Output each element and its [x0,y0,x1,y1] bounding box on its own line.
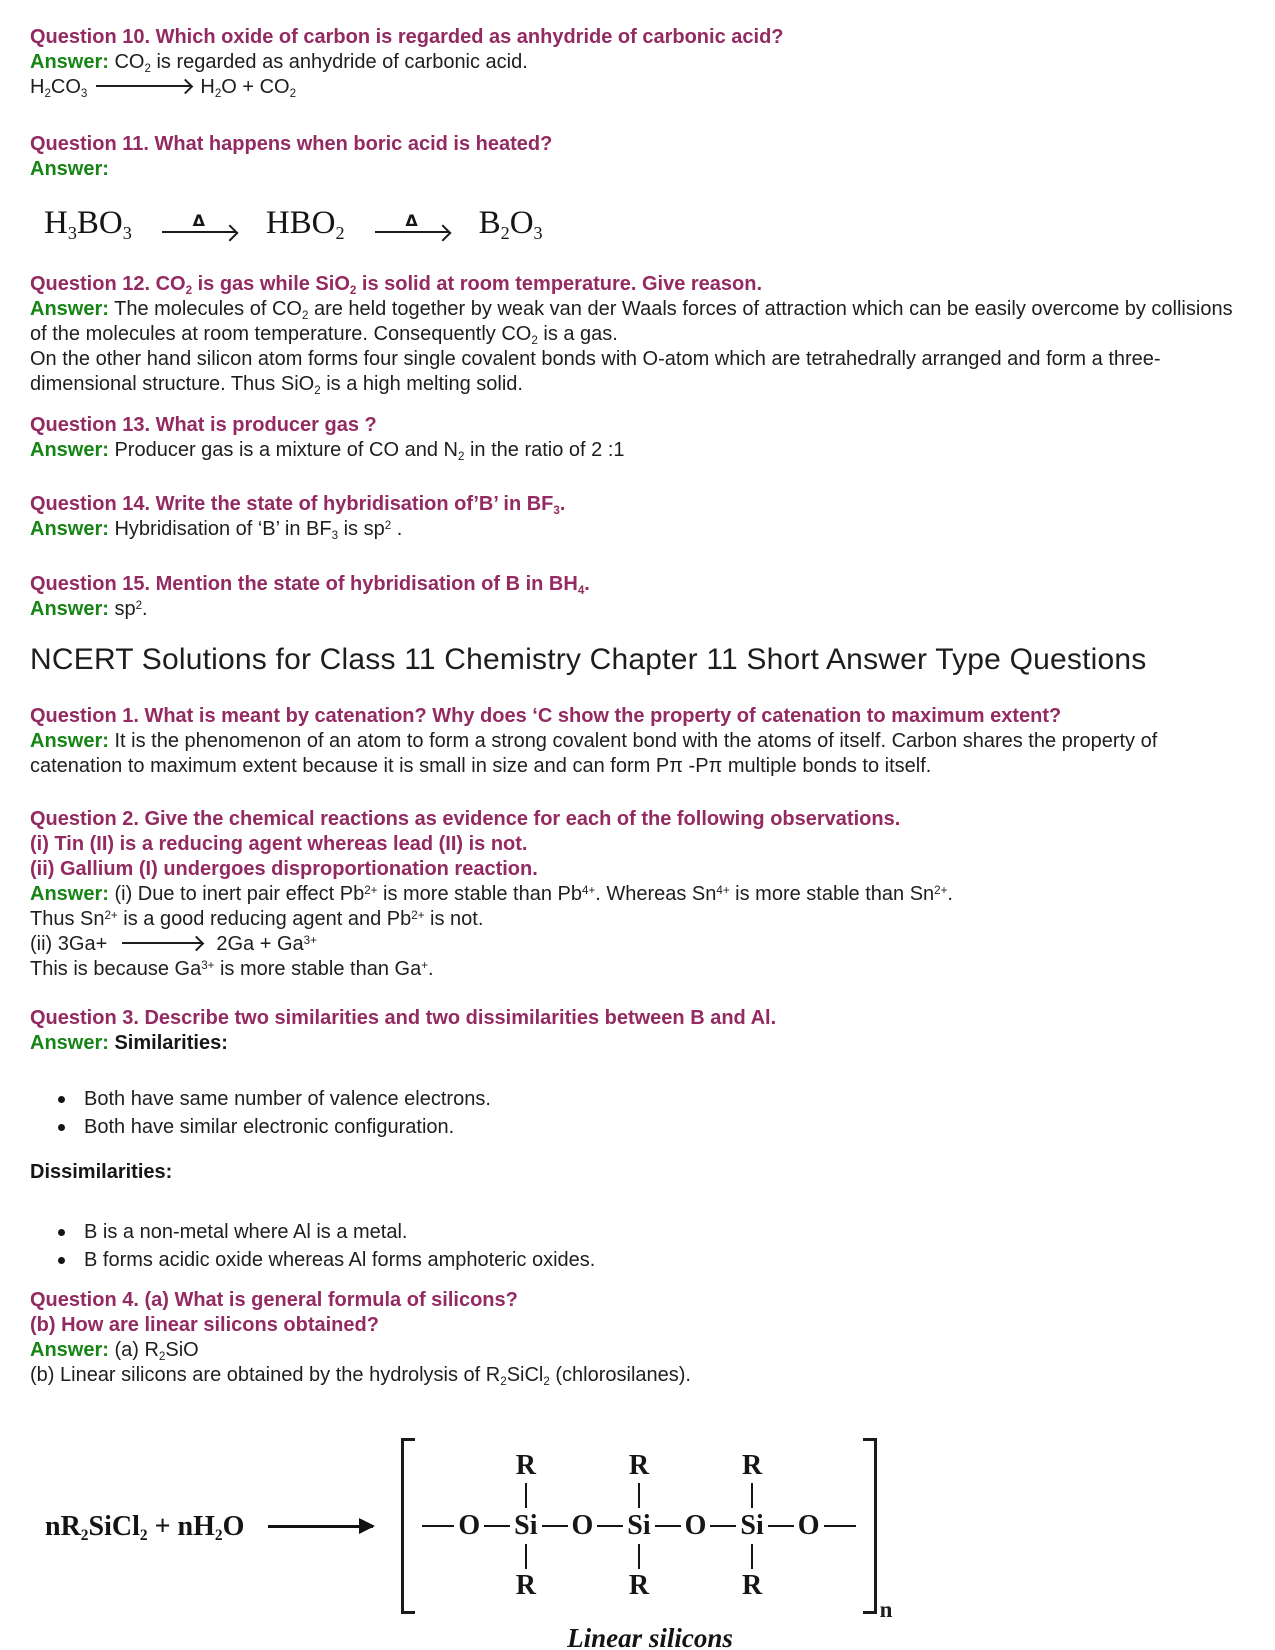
question-13-answer [30,438,1245,463]
polymer-chain [415,1450,862,1601]
answer-label: Answer: [30,518,109,540]
question-12-block [30,272,1245,397]
bond-icon [824,1525,856,1527]
delta-arrow [162,210,236,233]
bond-icon [542,1525,568,1527]
question-1-answer [30,729,1245,779]
bond-icon [638,1483,640,1508]
big-arrow-icon [268,1525,373,1528]
page-title: NCERT Solutions for Class 11 Chemistry Chapter 11 Short Answer Type Questions [30,643,1147,676]
question-2-heading: Question 2. Give the chemical reactions as evidence for each of the following observations. [30,808,901,830]
question-12-heading: Question 12. $CO_2$ is gas while SiO$_2$ is solid at room temperature. Give reason. [30,273,763,297]
list-item [30,1246,1245,1274]
delta-arrow [375,210,449,233]
bond-icon [597,1525,623,1527]
question-4-answer [30,1338,1245,1363]
right-bracket [863,1438,877,1614]
question-14-block [30,492,1245,542]
bullet-icon [58,1096,65,1103]
question-11-heading: Question 11. What happens when boric acid is heated? [30,133,553,155]
diagram-reaction-row [45,1438,1245,1622]
diagram-reactants: $nR_2SiCl_2 + nH_2O$ [45,1510,245,1544]
answer-text: $sp^2$. [108,598,148,620]
similarities-label: Similarities: [114,1032,228,1054]
atom-o: O [797,1510,820,1541]
question-10-answer [30,50,1245,75]
diagram-caption: Linear silicons [567,1623,733,1650]
question-10-heading: Question 10. Which oxide of carbon is regarded as anhydride of carbonic acid? [30,26,784,48]
question-2-observation-2: (ii) Gallium (I) undergoes disproportionation reaction. [30,858,538,880]
question-4-answer-line2: (b) Linear silicons are obtained by the hydrolysis of $R_2SiCl_2$ (chlorosilanes). [30,1364,691,1388]
bullet-icon [58,1229,65,1236]
question-1-heading: Question 1. What is meant by catenation? Why does ‘C show the property of catenation to maximum extent? [30,705,1062,727]
question-3-answer [30,1031,1245,1056]
question-15-answer [30,597,1245,622]
bond-icon [710,1525,736,1527]
question-2-answer-line2: Thus $Sn^{2+}$ is a good reducing agent and $Pb^{2+}$ is not. [30,908,484,930]
answer-label: Answer: [30,1339,109,1361]
r-group-bottom: R [515,1570,536,1601]
equation-left: $H_2CO_3$ [30,76,88,100]
answer-text: The molecules of $CO_2$ are held together by weak van der Waals forces of attraction which can be easily overcome by collisions of the molecules at room temperature. Consequently $CO_2$ is a gas. [30,298,1233,347]
bullet-text: B forms acidic oxide whereas Al forms amphoteric oxides. [84,1249,596,1271]
left-bracket [401,1438,415,1614]
dissimilarities-list [30,1218,1245,1274]
question-11-block [30,132,1245,252]
equation-left: (ii) 3Ga+ [30,933,113,955]
bond-icon [751,1483,753,1508]
answer-label: Answer: [30,158,109,180]
atom-o: O [571,1510,594,1541]
answer-label: Answer: [30,298,109,320]
answer-label: Answer: [30,883,109,905]
atom-si: Si [627,1510,651,1541]
bond-icon [751,1544,753,1569]
formula-h3bo3: $H_3BO_3$ [44,204,132,243]
si-unit [514,1450,538,1601]
r-group-top: R [628,1450,650,1481]
answer-label: Answer: [30,51,109,73]
answer-text: (a) $R_2SiO$ [108,1339,199,1363]
equation-right: $H_2O + CO_2$ [200,76,297,100]
question-2-observation-1: (i) Tin (II) is a reducing agent whereas lead (II) is not. [30,833,528,855]
list-item [30,1085,1245,1113]
reaction-arrow-icon [96,85,191,87]
answer-text: (i) Due to inert pair effect $Pb^{2+}$ is more stable than $Pb^{4+}$. Whereas $Sn^{4+}$ is more stable than $Sn^{2+}$. [108,883,953,905]
arrow-icon [162,231,236,233]
delta-label: Δ [405,210,418,230]
bond-icon [655,1525,681,1527]
question-15-heading: Question 15. Mention the state of hybridisation of B in $BH_4$. [30,573,590,597]
formula-b2o3: $B_2O_3$ [478,204,543,243]
question-14-heading: Question 14. Write the state of hybridisation of’B’ in $BF_3$. [30,493,566,517]
question-12-answer [30,297,1245,347]
boric-acid-equation [44,194,1245,252]
question-4-heading-b: (b) How are linear silicons obtained? [30,1314,379,1336]
bond-icon [525,1544,527,1569]
question-3-block [30,1006,1245,1274]
atom-si: Si [514,1510,538,1541]
r-group-top: R [741,1450,763,1481]
question-4-heading: Question 4. (a) What is general formula of silicons? [30,1289,518,1311]
formula-hbo2: $HBO_2$ [265,204,345,243]
bond-icon [638,1544,640,1569]
bond-icon [484,1525,510,1527]
question-4-block [30,1288,1245,1388]
atom-si: Si [740,1510,764,1541]
bullet-text: Both have similar electronic configuration. [84,1116,455,1138]
bullet-text: B is a non-metal where Al is a metal. [84,1221,408,1243]
n-subscript: n [879,1597,893,1622]
r-group-top: R [515,1450,536,1481]
question-2-block [30,807,1245,982]
answer-text: $CO_2$ is regarded as anhydride of carbonic acid. [108,51,528,75]
answer-label: Answer: [30,730,109,752]
question-2-equation [30,932,1245,957]
si-unit [627,1450,651,1601]
r-group-bottom: R [628,1570,650,1601]
question-11-answer [30,157,1245,182]
answer-text: Hybridisation of ‘B’ in $BF_3$ is $sp^2$ . [108,518,403,542]
question-2-answer-line4: This is because $Ga^{3+}$ is more stable than Ga+. [30,958,434,980]
question-12-answer-para2: On the other hand silicon atom forms four single covalent bonds with O-atom which are tetrahedrally arranged and form a three-dimensional structure. Thus SiO$_2$ is a high melting solid. [30,348,1161,397]
question-3-heading: Question 3. Describe two similarities and two dissimilarities between B and Al. [30,1007,777,1029]
bullet-text: Both have same number of valence electrons. [84,1088,491,1110]
atom-o: O [458,1510,481,1541]
dissimilarities-label: Dissimilarities: [30,1161,173,1183]
answer-label: Answer: [30,598,109,620]
atom-o: O [684,1510,707,1541]
question-13-heading: Question 13. What is producer gas ? [30,414,377,436]
question-15-block [30,572,1245,622]
answer-text: Producer gas is a mixture of CO and $N_2$ in the ratio of 2 :1 [108,439,625,463]
list-item [30,1113,1245,1141]
bullet-icon [58,1124,65,1131]
bond-icon [768,1525,794,1527]
linear-silicons-diagram [30,1438,1245,1650]
r-group-bottom: R [741,1570,763,1601]
reaction-arrow-icon [122,942,202,944]
delta-label: Δ [192,210,206,230]
answer-text: It is the phenomenon of an atom to form a strong covalent bond with the atoms of itself. Carbon shares the property of catenation to maximum extent because it is small in size and can form Pπ -Pπ multiple bonds to itself. [30,730,1158,777]
question-13-block [30,413,1245,463]
question-1-block [30,704,1245,779]
similarities-list [30,1085,1245,1141]
answer-label: Answer: [30,1032,109,1054]
question-14-answer [30,517,1245,542]
bond-icon [525,1483,527,1508]
equation-right: $2Ga + Ga^{3+}$ [210,933,317,955]
list-item [30,1218,1245,1246]
bullet-icon [58,1257,65,1264]
si-unit [740,1450,764,1601]
question-10-equation [30,75,1245,100]
bond-icon [422,1525,454,1527]
answer-label: Answer: [30,439,109,461]
arrow-icon [375,231,449,233]
question-10-block [30,25,1245,100]
question-2-answer [30,882,1245,907]
